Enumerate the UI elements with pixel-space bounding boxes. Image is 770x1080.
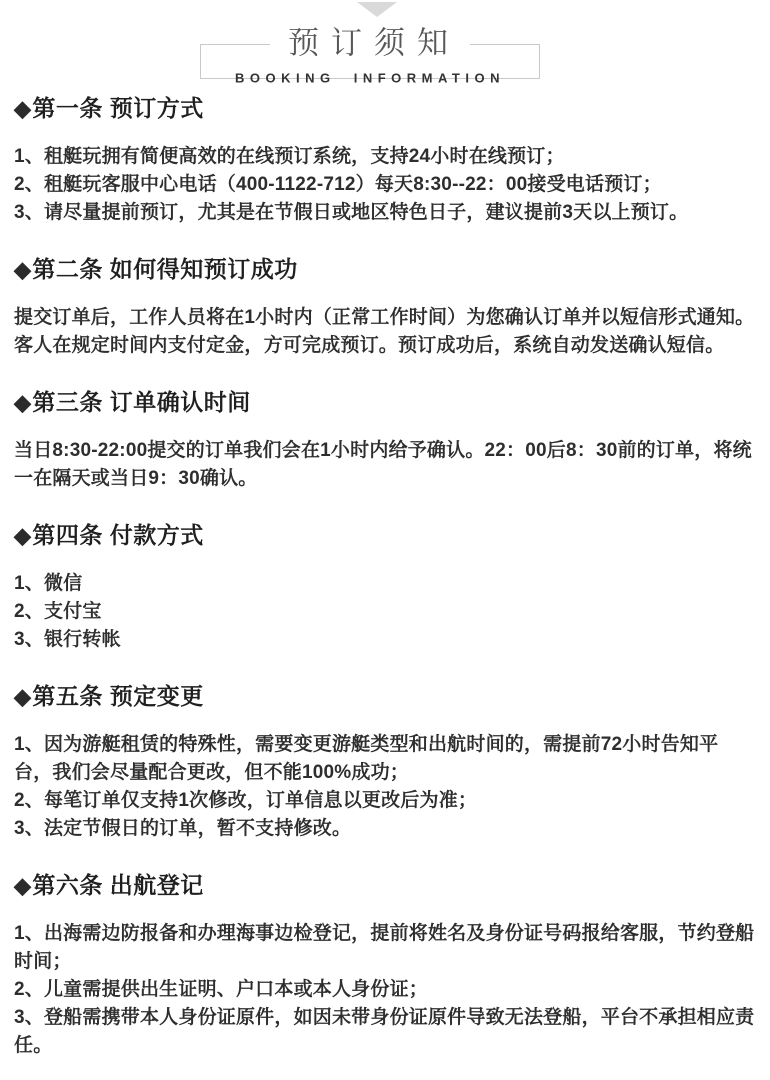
diamond-icon: ◆ <box>14 257 32 282</box>
section-4-payment-methods <box>14 521 756 654</box>
section-heading <box>14 871 756 900</box>
paragraph: 当日8:30-22:00提交的订单我们会在1小时内给予确认。22：00后8：30前的订单，将统一在隔天或当日9：30确认。 <box>14 440 752 489</box>
section-body <box>14 143 756 227</box>
list-item: 3、法定节假日的订单，暂不支持修改。 <box>14 818 352 839</box>
section-heading <box>14 682 756 711</box>
section-heading-text: 第一条 预订方式 <box>32 95 204 121</box>
arrow-down-icon <box>357 2 397 17</box>
section-heading-text: 第六条 出航登记 <box>32 872 204 898</box>
section-heading <box>14 255 756 284</box>
paragraph: 提交订单后，工作人员将在1小时内（正常工作时间）为您确认订单并以短信形式通知。客人在规定时间内支付定金，方可完成预订。预订成功后，系统自动发送确认短信。 <box>14 307 755 356</box>
diamond-icon: ◆ <box>14 523 32 548</box>
page-title: 预订须知 <box>270 26 470 62</box>
list-item: 1、微信 <box>14 573 83 594</box>
page-subtitle: BOOKING INFORMATION <box>235 70 505 86</box>
diamond-icon: ◆ <box>14 390 32 415</box>
page-content <box>0 94 770 1080</box>
list-item: 3、银行转帐 <box>14 629 121 650</box>
list-item: 1、出海需边防报备和办理海事边检登记，提前将姓名及身份证号码报给客服，节约登船时间； <box>14 923 755 972</box>
list-item: 3、请尽量提前预订，尤其是在节假日或地区特色日子，建议提前3天以上预订。 <box>14 202 689 223</box>
section-heading <box>14 388 756 417</box>
section-heading-text: 第二条 如何得知预订成功 <box>32 256 298 282</box>
section-body <box>14 304 756 360</box>
diamond-icon: ◆ <box>14 96 32 121</box>
diamond-icon: ◆ <box>14 873 32 898</box>
list-item: 2、支付宝 <box>14 601 102 622</box>
diamond-icon: ◆ <box>14 684 32 709</box>
section-heading-text: 第四条 付款方式 <box>32 522 204 548</box>
section-3-confirmation-time <box>14 388 756 493</box>
list-item: 3、登船需携带本人身份证原件，如因未带身份证原件导致无法登船，平台不承担相应责任。 <box>14 1007 755 1056</box>
page-title-frame <box>200 25 540 86</box>
section-body <box>14 437 756 493</box>
section-heading-text: 第三条 订单确认时间 <box>32 389 251 415</box>
list-item: 2、每笔订单仅支持1次修改，订单信息以更改后为准； <box>14 790 478 811</box>
section-heading <box>14 94 756 123</box>
section-body <box>14 570 756 654</box>
section-2-confirmation-notice <box>14 255 756 360</box>
section-heading <box>14 521 756 550</box>
section-heading-text: 第五条 预定变更 <box>32 683 204 709</box>
list-item: 1、因为游艇租赁的特殊性，需要变更游艇类型和出航时间的，需提前72小时告知平台，我们会尽量配合更改，但不能100%成功； <box>14 734 719 783</box>
section-6-departure-registration <box>14 871 756 1060</box>
section-body <box>14 731 756 843</box>
list-item: 2、儿童需提供出生证明、户口本或本人身份证； <box>14 979 428 1000</box>
section-body <box>14 920 756 1060</box>
list-item: 1、租艇玩拥有简便高效的在线预订系统，支持24小时在线预订； <box>14 146 565 167</box>
section-5-booking-changes <box>14 682 756 843</box>
section-1-booking-method <box>14 94 756 227</box>
list-item: 2、租艇玩客服中心电话（400-1122-712）每天8:30--22：00接受电话预订； <box>14 174 662 195</box>
